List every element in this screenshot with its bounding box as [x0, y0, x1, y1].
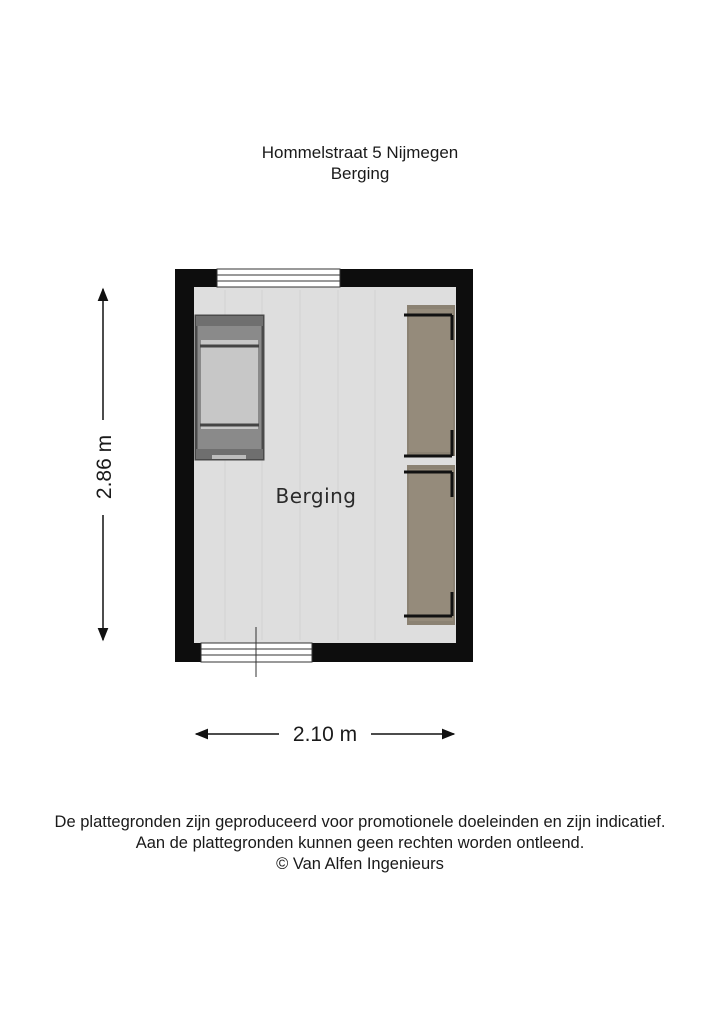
room-label: Berging [275, 484, 357, 508]
width-dimension-label: 2.10 m [292, 723, 358, 746]
copyright: © Van Alfen Ingenieurs [276, 855, 444, 873]
cabinet-upper [404, 305, 455, 456]
address-title: Hommelstraat 5 Nijmegen [261, 143, 459, 162]
disclaimer [0, 812, 720, 875]
wall-bottom-right [312, 643, 473, 662]
cabinet-lower [404, 465, 455, 625]
wall-right [456, 269, 473, 662]
disclaimer-line-2: Aan de plattegronden kunnen geen rechten worden ontleend. [135, 834, 585, 852]
wall-left [175, 269, 194, 662]
floor-title: Berging [330, 164, 390, 183]
bed [196, 316, 263, 459]
window-top [217, 269, 340, 287]
disclaimer-line-1: De plattegronden zijn geproduceerd voor promotionele doeleinden en zijn indicatief. [54, 813, 666, 831]
wall-top-right [340, 269, 473, 287]
height-dimension-label: 2.86 m [93, 434, 116, 500]
wall-bottom-left [175, 643, 201, 662]
